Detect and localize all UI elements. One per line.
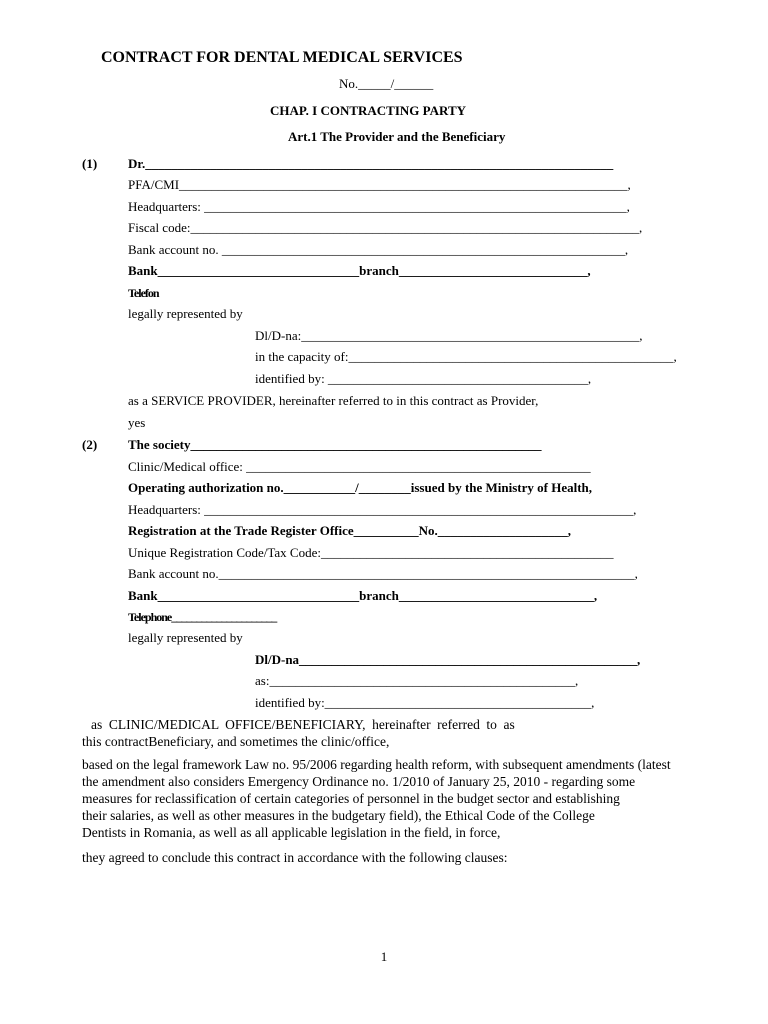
document-title: CONTRACT FOR DENTAL MEDICAL SERVICES [101, 49, 463, 66]
party2-society-field: The society______________________________________________________ [128, 437, 542, 452]
beneficiary-statement-line1: as CLINIC/MEDICAL OFFICE/BENEFICIARY, hereinafter referred to as [91, 717, 515, 732]
party1-bank-branch-field: Bank_______________________________branch_____________________________, [128, 263, 591, 278]
party2-unique-code-field: Unique Registration Code/Tax Code:_____________________________________________ [128, 545, 614, 560]
legal-basis-line5: Dentists in Romania, as well as all applicable legislation in the field, in force, [82, 825, 501, 840]
agreement-statement: they agreed to conclude this contract in accordance with the following clauses: [82, 850, 508, 865]
party1-representative-field: Dl/D-na:____________________________________________________, [255, 328, 643, 343]
party2-telephone-field: Telephone_____________________ [128, 610, 277, 624]
party1-dr-field: Dr.________________________________________________________________________ [128, 156, 614, 171]
chapter-heading: CHAP. I CONTRACTING PARTY [270, 103, 467, 118]
party2-identified-field: identified by:_________________________________________, [255, 695, 595, 710]
party2-legally-represented: legally represented by [128, 630, 243, 645]
party1-yes-text: yes [128, 415, 146, 430]
contract-number: No._____/______ [339, 76, 434, 91]
page-number: 1 [380, 949, 388, 964]
party2-headquarters-field: Headquarters: __________________________________________________________________, [128, 502, 637, 517]
party1-pfa-field: PFA/CMI_____________________________________________________________________, [128, 177, 631, 192]
party1-headquarters-field: Headquarters: _________________________________________________________________, [128, 199, 630, 214]
party2-representative-field: Dl/D-na____________________________________________________, [255, 652, 641, 667]
party1-identified-field: identified by: ________________________________________, [255, 371, 592, 386]
legal-basis-line3: measures for reclassification of certain categories of personnel in the budget sector and establishing [82, 791, 620, 806]
party2-as-field: as:_______________________________________________, [255, 673, 579, 688]
party2-clinic-field: Clinic/Medical office: _____________________________________________________ [128, 459, 591, 474]
party1-capacity-field: in the capacity of:__________________________________________________, [255, 349, 677, 364]
beneficiary-statement-line2: this contractBeneficiary, and sometimes the clinic/office, [82, 734, 390, 749]
party2-bank-branch-field: Bank_______________________________branch______________________________, [128, 588, 598, 603]
party2-operating-authorization-field: Operating authorization no.___________/________issued by the Ministry of Health, [128, 480, 593, 495]
party1-fiscal-field: Fiscal code:_____________________________________________________________________, [128, 220, 643, 235]
party1-legally-represented: legally represented by [128, 306, 243, 321]
legal-basis-line1: based on the legal framework Law no. 95/2006 regarding health reform, with subsequent amendments (latest [82, 757, 671, 772]
party1-bank-account-field: Bank account no. ______________________________________________________________, [128, 242, 629, 257]
party1-provider-statement: as a SERVICE PROVIDER, hereinafter referred to in this contract as Provider, [128, 393, 539, 408]
party2-marker: (2) [82, 437, 98, 452]
legal-basis-line4: their salaries, as well as other measures in the budgetary field), the Ethical Code of the College [82, 808, 595, 823]
party1-telefon-label: Telefon [128, 286, 159, 300]
party2-bank-account-field: Bank account no.________________________________________________________________, [128, 566, 638, 581]
article-heading: Art.1 The Provider and the Beneficiary [288, 129, 506, 144]
party1-marker: (1) [82, 156, 98, 171]
party2-registration-field: Registration at the Trade Register Office__________No.____________________, [128, 523, 572, 538]
legal-basis-line2: the amendment also considers Emergency Ordinance no. 1/2010 of January 25, 2010 - regarding some [82, 774, 636, 789]
